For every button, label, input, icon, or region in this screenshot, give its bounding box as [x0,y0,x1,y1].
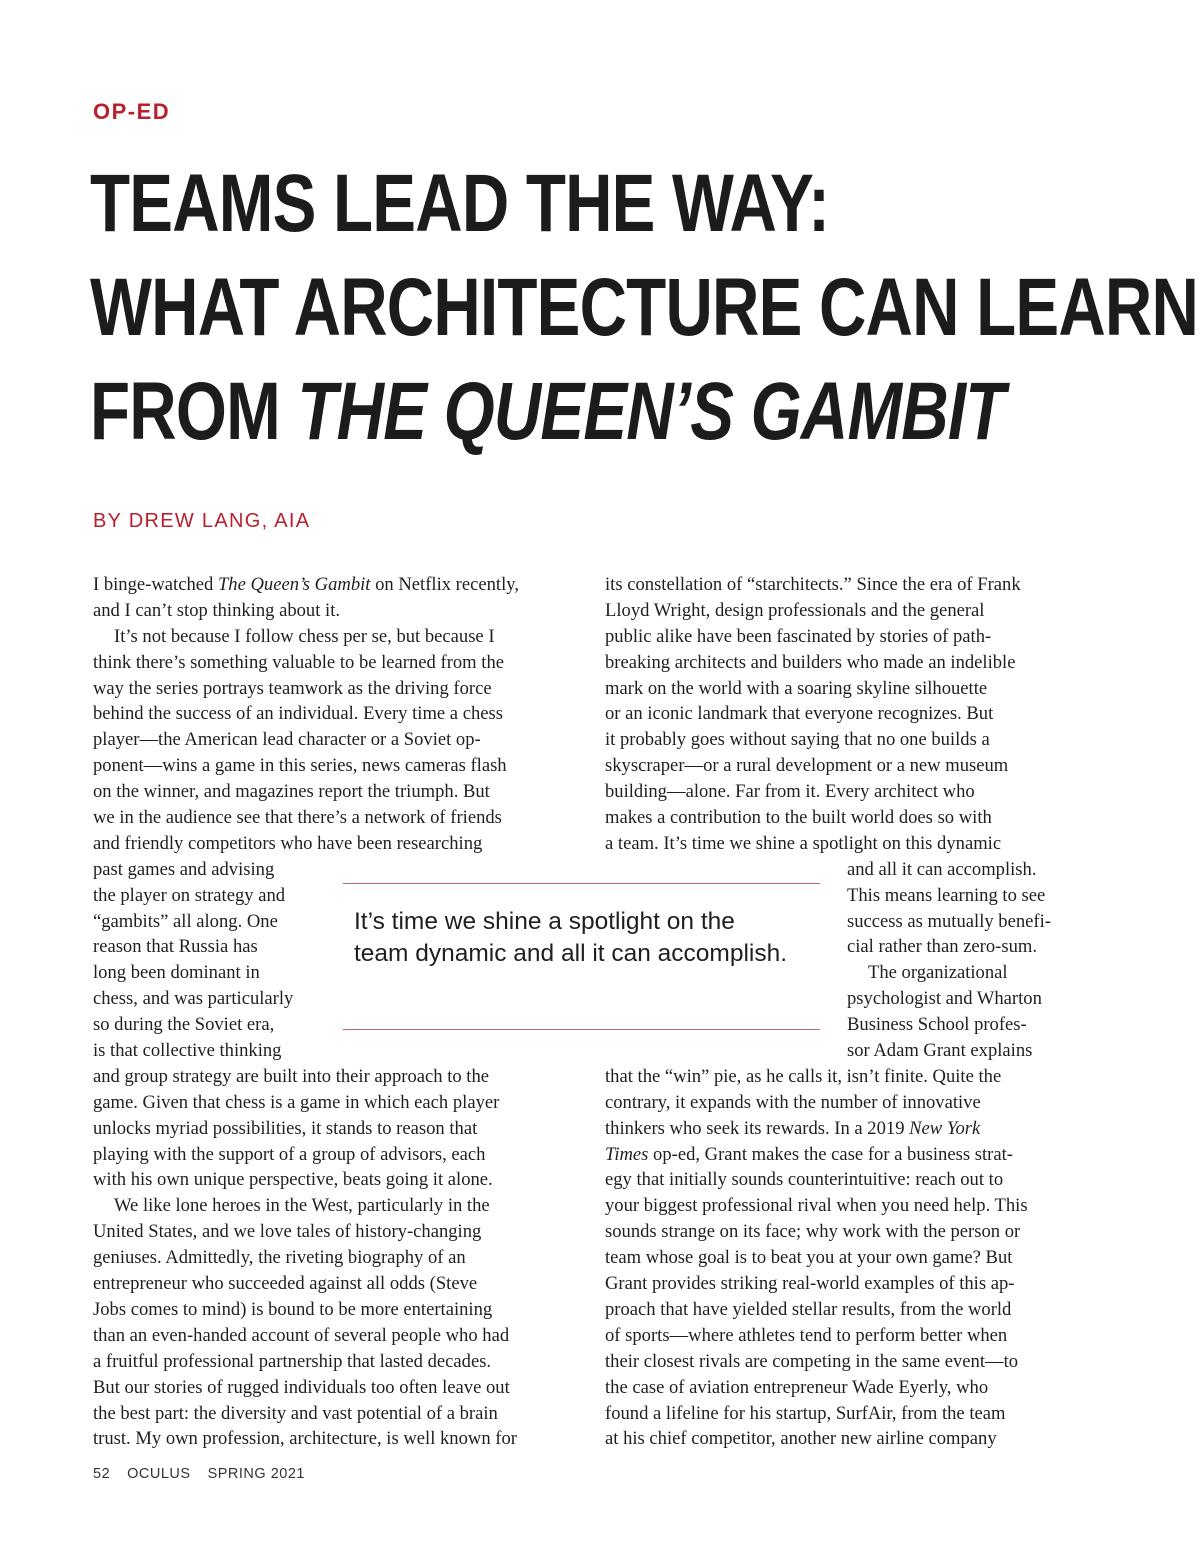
text-line: egy that initially sounds counterintuitive: reach out to [605,1169,1004,1191]
headline-line-1: TEAMS LEAD THE WAY: [90,158,830,249]
headline-line-3 [90,360,1005,464]
text-line: on the winner, and magazines report the triumph. But [93,781,490,803]
text-line: public alike have been fascinated by stories of path- [605,625,992,647]
text-line: This means learning to see [847,884,1046,906]
text-line: Lloyd Wright, design professionals and the general [605,599,985,621]
text-line: than an even-handed account of several people who had [93,1324,510,1346]
text-line: game. Given that chess is a game in which each player [93,1091,500,1113]
text-line: chess, and was particularly [93,988,294,1010]
text-line: playing with the support of a group of advisors, each [93,1143,486,1165]
text-line: the case of aviation entrepreneur Wade Eyerly, who [605,1376,989,1398]
text-line: reason that Russia has [93,936,258,958]
text-line: its constellation of “starchitects.” Since the era of Frank [605,574,1021,595]
text-line: “gambits” all along. One [93,910,278,932]
text-line: contrary, it expands with the number of innovative [605,1091,981,1113]
text-line: mark on the world with a soaring skyline silhouette [605,677,988,699]
text-line: long been dominant in [93,962,260,984]
text-line: the player on strategy and [93,884,286,906]
text-line: thinkers who seek its rewards. In a 2019 New York [605,1117,981,1139]
text-line: entrepreneur who succeeded against all odds (Steve [93,1273,478,1295]
text-line: cial rather than zero-sum. [847,936,1037,958]
byline: BY DREW LANG, AIA [93,510,311,532]
text-line: The organizational [868,962,1008,984]
text-line: at his chief competitor, another new airline company [605,1428,997,1450]
text-line: ponent—wins a game in this series, news cameras flash [93,755,507,777]
headline-line-2: WHAT ARCHITECTURE CAN LEARN [90,262,1199,353]
text-line: proach that have yielded stellar results, from the world [605,1298,1012,1320]
text-line: Jobs comes to mind) is bound to be more entertaining [93,1298,493,1320]
text-line: so during the Soviet era, [93,1014,275,1036]
text-line: But our stories of rugged individuals too often leave out [93,1376,510,1398]
text-line: past games and advising [93,858,275,880]
section-label: OP-ED [93,99,171,124]
page-number: 52 [93,1466,111,1482]
text-line: their closest rivals are competing in the same event—to [605,1350,1019,1372]
text-line: breaking architects and builders who made an indelible [605,651,1016,673]
pull-quote-text: It’s time we shine a spotlight on the team dynamic and all it can accomplish. [354,908,788,967]
text-line: sounds strange on its face; why work with the person or [605,1221,1021,1243]
headline-show-title: THE QUEEN’S GAMBIT [297,366,1005,457]
text-line: It’s not because I follow chess per se, but because I [114,625,495,647]
text-line: is that collective thinking [93,1040,282,1062]
text-line: team whose goal is to beat you at your own game? But [605,1247,1013,1269]
text-line: it probably goes without saying that no one builds a [605,729,990,751]
text-line: we in the audience see that there’s a network of friends [93,807,502,829]
text-line: and all it can accomplish. [847,858,1037,880]
text-line: behind the success of an individual. Every time a chess [93,703,503,725]
text-line: and group strategy are built into their approach to the [93,1065,490,1087]
page-footer [93,1466,322,1482]
text-line: building—alone. Far from it. Every architect who [605,781,975,803]
text-line: success as mutually benefi- [847,910,1051,932]
text-line: makes a contribution to the built world does so with [605,807,992,829]
text-line: We like lone heroes in the West, particularly in the [114,1195,490,1217]
magazine-name: OCULUS [127,1466,191,1482]
text-line: and I can’t stop thinking about it. [93,599,341,621]
text-line: psychologist and Wharton [847,988,1042,1010]
text-line: Grant provides striking real-world examples of this ap- [605,1273,1015,1295]
text-line: or an iconic landmark that everyone recognizes. But [605,703,994,725]
headline [90,152,1199,464]
text-line: trust. My own profession, architecture, is well known for [93,1428,517,1450]
text-line: sor Adam Grant explains [847,1040,1033,1062]
text-line: way the series portrays teamwork as the driving force [93,677,492,699]
issue-date: SPRING 2021 [207,1466,305,1482]
text-line: that the “win” pie, as he calls it, isn’t finite. Quite the [605,1065,1002,1087]
text-line: found a lifeline for his startup, SurfAir, from the team [605,1402,1006,1424]
headline-line-3-prefix: FROM [90,366,298,457]
text-line: skyscraper—or a rural development or a new museum [605,755,1009,777]
text-line: of sports—where athletes tend to perform better when [605,1324,1008,1346]
text-line: think there’s something valuable to be learned from the [93,651,505,673]
text-line: the best part: the diversity and vast potential of a brain [93,1402,498,1424]
text-line: unlocks myriad possibilities, it stands to reason that [93,1117,478,1139]
text-line: and friendly competitors who have been researching [93,832,483,854]
text-line: Times op-ed, Grant makes the case for a business strat- [605,1143,1013,1165]
pull-quote [343,883,820,1030]
text-line: a fruitful professional partnership that lasted decades. [93,1350,492,1372]
text-line: player—the American lead character or a Soviet op- [93,729,481,751]
text-line: a team. It’s time we shine a spotlight on this dynamic [605,832,1002,854]
text-line: United States, and we love tales of history-changing [93,1221,482,1243]
text-line: geniuses. Admittedly, the riveting biography of an [93,1247,466,1269]
text-line: your biggest professional rival when you need help. This [605,1195,1028,1217]
text-line: with his own unique perspective, beats going it alone. [93,1169,493,1191]
text-line: I binge-watched The Queen’s Gambit on Netflix recently, [93,574,519,595]
text-line: Business School profes- [847,1014,1027,1036]
